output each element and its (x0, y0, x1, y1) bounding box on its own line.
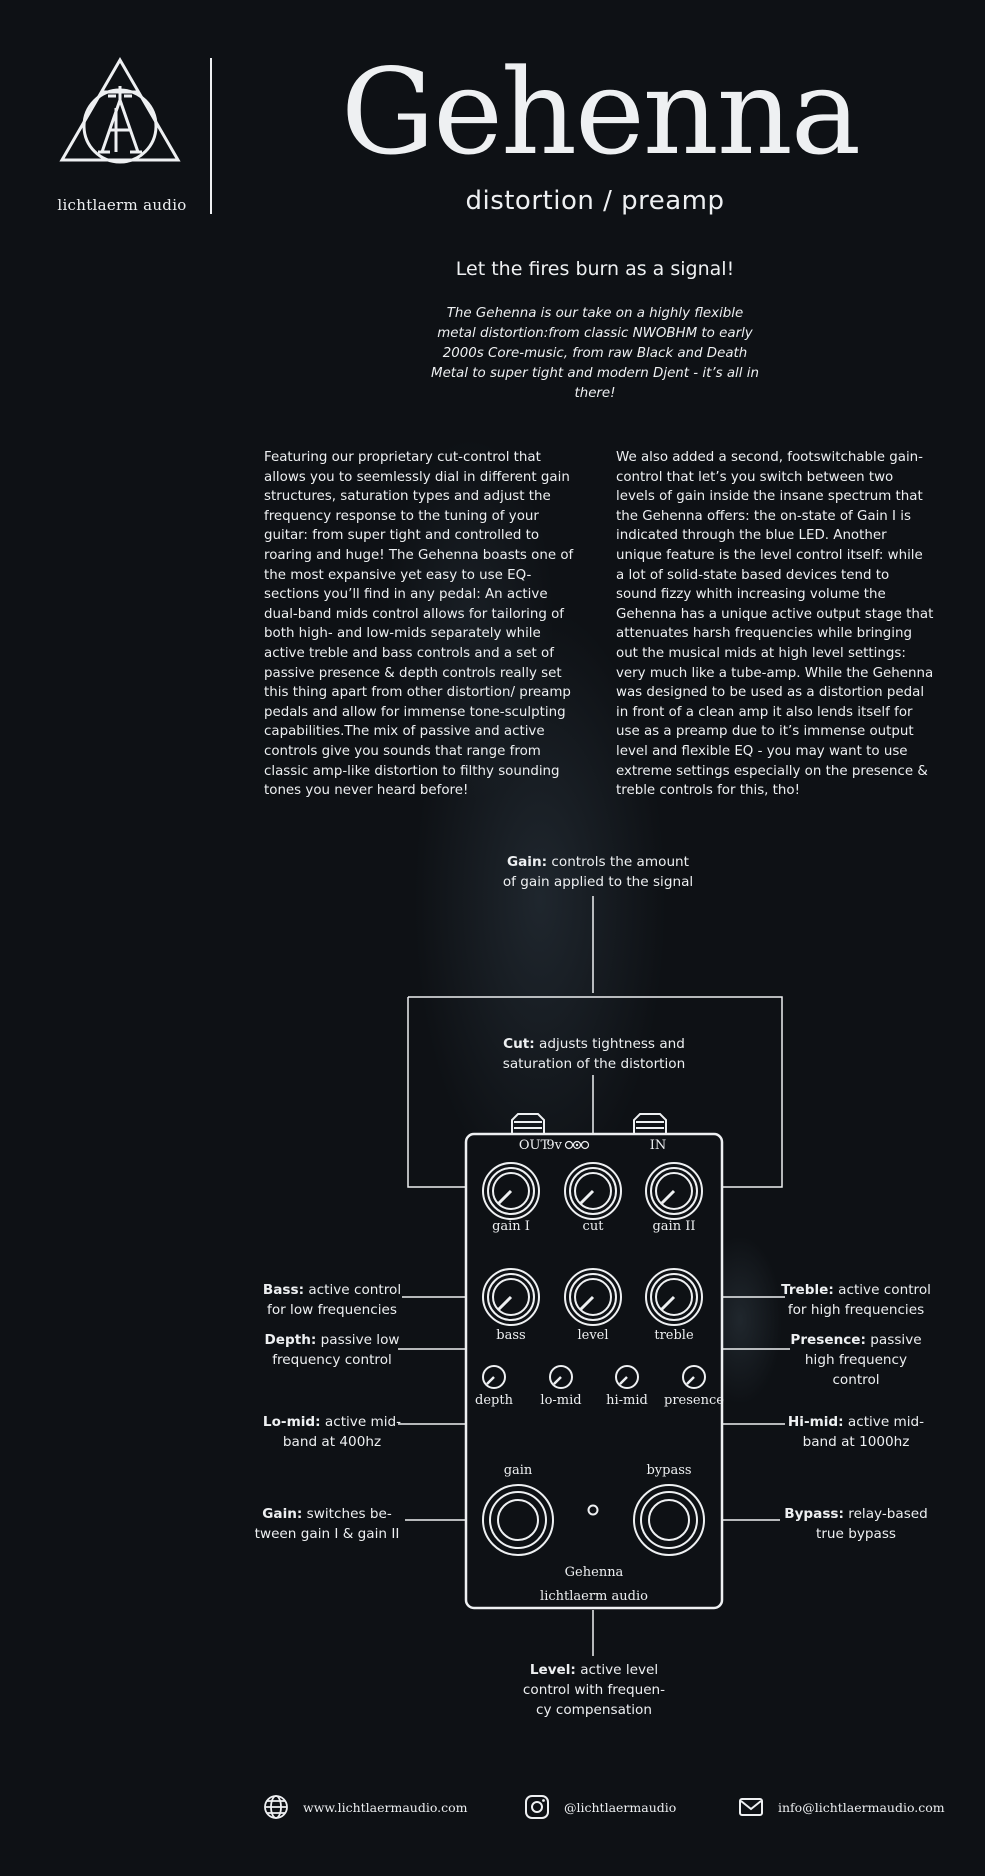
mail-icon (738, 1794, 764, 1820)
annotation-bypass: Bypass: relay-based true bypass (784, 1506, 928, 1542)
footswitch-gain-label: gain (503, 1463, 533, 1478)
annotation-depth: Depth: passive low frequency control (264, 1332, 400, 1368)
footer-email-text[interactable]: info@lichtlaermaudio.com (778, 1799, 945, 1815)
knob-presence-label: presence (664, 1393, 724, 1408)
knob-lomid-label: lo-mid (540, 1393, 582, 1408)
body-right-column: We also added a second, footswitchable gain-control that let’s you switch between two levels of gain inside the insane spectrum that the Gehenna offers: the on-state of Gain I is indicated through the blue LED. Another unique feature is the level control itself: while a lot of solid-state based devices tend to sound fizzy whith increasing volume the Gehenna has a unique active output stage that attenuates harsh frequencies while bringing out the musical mids at high level settings: very much like a tube-amp. While the Gehenna was designed to be used as a distortion pedal in front of a clean amp it also lends itself for use as a preamp due to it’s immense output level and flexible EQ - you may want to use extreme settings especially on the presence & treble controls for this, tho! (616, 450, 934, 799)
jack-power-label: 9v (546, 1138, 562, 1153)
page-subtitle: distortion / preamp (465, 186, 725, 216)
jack-in-label: IN (649, 1138, 667, 1153)
annotation-presence: Presence: passive high frequency control (790, 1332, 922, 1388)
logo-text: lichtlaerm audio (57, 196, 187, 214)
annotation-himid: Hi-mid: active mid- band at 1000hz (787, 1414, 925, 1450)
knob-level-label: level (577, 1328, 609, 1343)
footer-email[interactable] (738, 1794, 945, 1820)
knob-cut-label: cut (582, 1219, 604, 1234)
annotation-bass: Bass: active control for low frequencies (262, 1282, 402, 1318)
intro-text: The Gehenna is our take on a highly flexible metal distortion:from classic NWOBHM to early 2000s Core-music, from raw Black and Death Metal to super tight and modern Djent - it’s all in there! (431, 306, 759, 401)
page-title: Gehenna (340, 43, 860, 181)
knob-gain1-label: gain I (492, 1219, 530, 1234)
annotation-gain-knob: Gain: controls the amount of gain applied to the signal (502, 854, 694, 890)
footswitch-bypass-label: bypass (646, 1463, 692, 1478)
knob-depth-label: depth (475, 1393, 513, 1408)
knob-himid-label: hi-mid (606, 1393, 648, 1408)
tagline: Let the fires burn as a signal! (455, 258, 735, 280)
pedal-name: Gehenna (564, 1565, 624, 1580)
globe-icon (263, 1794, 289, 1820)
jack-out-label: OUT (518, 1138, 550, 1153)
footer-website[interactable] (263, 1794, 468, 1820)
annotation-gain-switch: Gain: switches be- tween gain I & gain II (254, 1506, 400, 1542)
footer-instagram[interactable] (524, 1794, 676, 1820)
annotation-treble: Treble: active control for high frequencies (781, 1282, 931, 1318)
knob-bass-label: bass (496, 1328, 526, 1343)
knob-gain2-label: gain II (652, 1219, 696, 1234)
annotation-cut: Cut: adjusts tightness and saturation of the distortion (502, 1036, 686, 1072)
footer-website-text[interactable]: www.lichtlaermaudio.com (303, 1799, 468, 1815)
instagram-icon (524, 1794, 550, 1820)
body-left-column: Featuring our proprietary cut-control that allows you to seemlessly dial in different gain structures, saturation types and adjust the frequency response to the tuning of your guitar: from super tight and controlled to roaring and huge! The Gehenna boasts one of the most expansive yet easy to use EQ-sections you’ll find in any pedal: An active dual-band mids control allows for tailoring of both high- and low-mids separately while active treble and bass controls and a set of passive presence & depth controls really set this thing apart from other distortion/ preamp pedals and allow for immense tone-sculpting capabilities.The mix of passive and active controls give you sounds that range from classic amp-like distortion to filthy sounding tones you never heard before! (264, 450, 574, 799)
pedal-maker: lichtlaerm audio (540, 1589, 648, 1604)
annotation-level: Level: active level control with frequen- cy compensation (522, 1662, 666, 1718)
annotation-lomid: Lo-mid: active mid- band at 400hz (262, 1414, 402, 1450)
knob-treble-label: treble (654, 1328, 694, 1343)
footer-instagram-text[interactable]: @lichtlaermaudio (564, 1799, 677, 1815)
